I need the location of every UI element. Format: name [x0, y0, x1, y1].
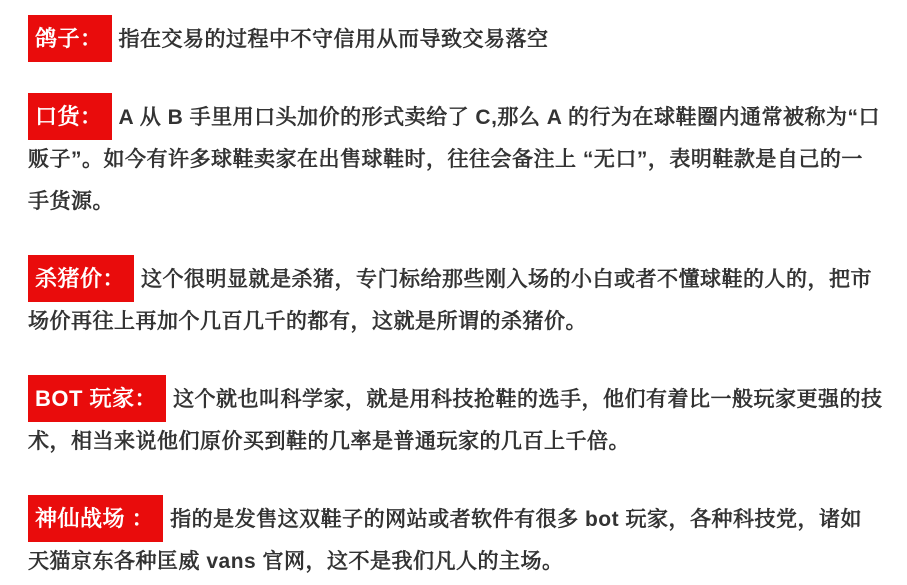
glossary-entry — [28, 96, 883, 223]
term-highlight: 鸽子： — [28, 15, 112, 62]
term-highlight: BOT 玩家： — [28, 375, 166, 422]
term-definition: A 从 B 手里用口头加价的形式卖给了 C,那么 A 的行为在球鞋圈内通常被称为“口贩子”。如今有许多球鞋卖家在出售球鞋时，往往会备注上 “无口”，表明鞋款是自己的一手货源。 — [28, 106, 880, 213]
term-highlight: 杀猪价： — [28, 255, 134, 302]
term-highlight: 口货： — [28, 93, 112, 140]
term-definition: 指在交易的过程中不守信用从而导致交易落空 — [118, 28, 549, 51]
term-definition: 这个就也叫科学家，就是用科技抢鞋的选手，他们有着比一般玩家更强的技术，相当来说他们原价买到鞋的几率是普通玩家的几百上千倍。 — [28, 388, 883, 453]
glossary-entry — [28, 498, 883, 583]
term-definition: 指的是发售这双鞋子的网站或者软件有很多 bot 玩家，各种科技党，诸如天猫京东各种匡威 vans 官网，这不是我们凡人的主场。 — [28, 508, 862, 573]
term-definition: 这个很明显就是杀猪，专门标给那些刚入场的小白或者不懂球鞋的人的，把市场价再往上再加个几百几千的都有，这就是所谓的杀猪价。 — [28, 268, 873, 333]
term-highlight: 神仙战场 ： — [28, 495, 163, 542]
glossary-entry — [28, 378, 883, 463]
glossary-entry — [28, 18, 883, 61]
glossary-entry — [28, 258, 883, 343]
